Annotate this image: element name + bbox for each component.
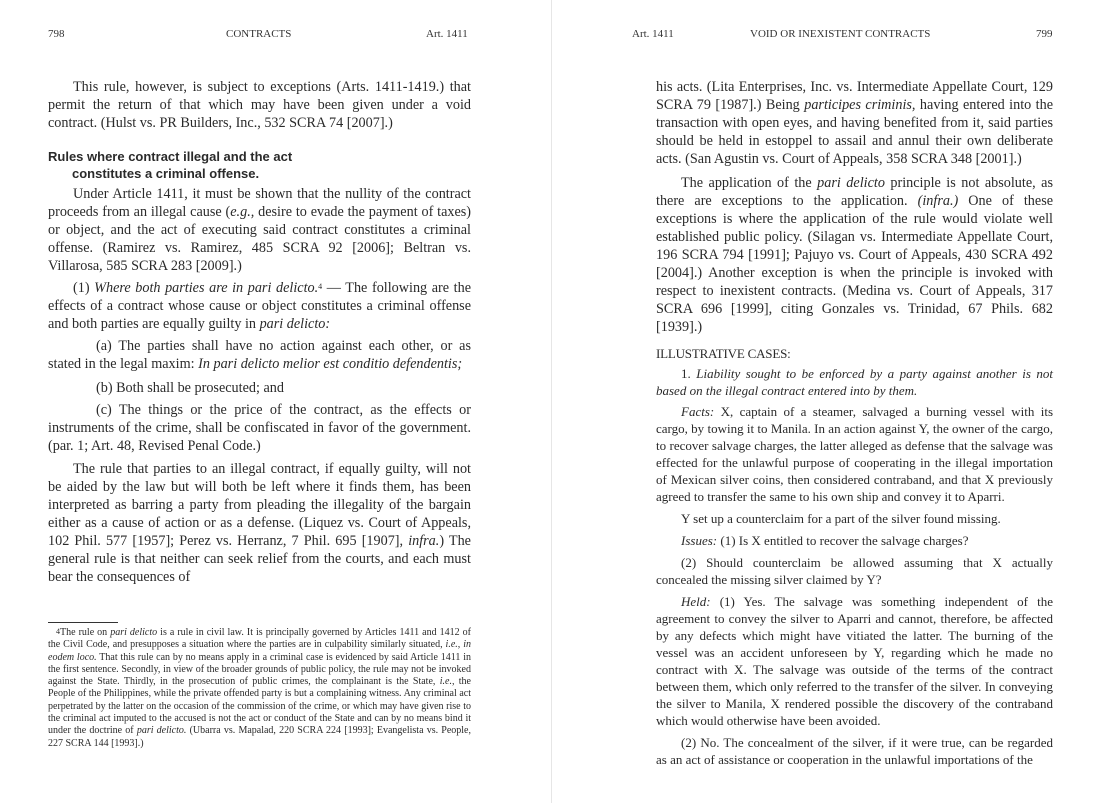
left-paragraph-3: (1) Where both parties are in pari delicto.$^4$ — The following are the effects of a contract whose cause or object constitutes a criminal offense and both parties are equally guilty in pari delicto: (48, 280, 472, 332)
section-heading: Rules where contract illegal and the act constitutes a criminal offense. (48, 149, 293, 181)
left-page-number: 798 (48, 28, 65, 40)
cases-heading: ILLUSTRATIVE CASES: (656, 346, 791, 361)
left-paragraph-2: Under Article 1411, it must be shown that the nullity of the contract proceeds from an illegal cause (e.g., desire to evade the payment of taxes) or object, and the act of executing said contract constitutes a criminal offense. (Ramirez vs. Ramirez, 485 SCRA 92 [2006]; Beltran vs. Villarosa, 585 SCRA 283 [2009].) (48, 186, 471, 274)
left-running-title: CONTRACTS (226, 28, 292, 40)
right-body-block (656, 78, 1053, 336)
footnote-ref[interactable]: 4 (318, 282, 323, 291)
footnote: $^4$The rule on pari delicto is a rule in civil law. It is principally governed by Articles 1411 and 1412 of the Civil Code, and presupposes a situation where the parties are in culpability similarly situated, i.e., in eodem loco. That this rule can by no means apply in a criminal case is evidenced by said Article 1411 in the first sentence. Secondly, in view of the broader grounds of public policy, the rule may not be invoked against the State. Thirdly, in the prosecution of public crimes, the complainant is the State, i.e., the People of the Philippines, while the private offended party is but a complaining witness. Any criminal act perpetrated by the latter on the occasion of the commission of the crime, or which may have given rise to the criminal act imputed to the accused is not the act or conduct of the State and can by no means bind it under the doctrine of pari delicto. (Ubarra vs. Mapalad, 220 SCRA 224 [1993]; Evangelista vs. People, 227 SCRA 144 [1993].) (48, 627, 471, 749)
case-1-title: 1. Liability sought to be enforced by a party against another is not based on the illegal contract entered into by them. (656, 366, 1054, 398)
right-paragraph-1: his acts. (Lita Enterprises, Inc. vs. Intermediate Appellate Court, 129 SCRA 79 [1987].) Being participes criminis, having entered into the transaction with open eyes, and having benefited from it, said parties should be held in estoppel to assail and annul their own deliberate acts. (San Agustin vs. Court of Appeals, 358 SCRA 348 [2001].) (656, 79, 1054, 167)
list-item-a: (a) The parties shall have no action against each other, or as stated in the legal maxim: In pari delicto melior est conditio defendentis; (48, 338, 471, 372)
right-article-ref: Art. 1411 (632, 28, 674, 40)
case-issue-2: (2) Should counterclaim be allowed assuming that X actually concealed the missing silver claimed by Y? (656, 555, 1053, 587)
case-held: Held: (1) Yes. The salvage was something independent of the agreement to convey the silver to Aparri and cannot, therefore, be affected by any defects which might have vitiated the latter. The burning of the vessel was an accident unforeseen by Y, regarding which he made no contract with X. The salvage was outside of the terms of the contract between them, which only referred to the transfer of the silver. In conveying the silver to Manila, X rendered possible the discovery of the contraband which would otherwise have been avoided. (656, 594, 1053, 728)
list-item-c: (c) The things or the price of the contract, as the effects or instruments of the crime, shall be confiscated in favor of the government. (par. 1; Art. 48, Revised Penal Code.) (48, 402, 471, 454)
left-paragraph-4: The rule that parties to an illegal contract, if equally guilty, will not be aided by the law but will both be left where it finds them, has been interpreted as barring a party from pleading the illegality of the bargain either as a cause of action or as a defense. (Liquez vs. Court of Appeals, 102 Phil. 577 [1957]; Perez vs. Herranz, 7 Phil. 695 [1907], infra.) The general rule is that neither can seek relief from the courts, and each must bear the consequences of (48, 461, 471, 585)
left-page (0, 0, 551, 803)
case-counterclaim: Y set up a counterclaim for a part of the silver found missing. (681, 511, 1001, 526)
left-body-block (48, 185, 471, 586)
right-page-number: 799 (1036, 28, 1053, 40)
left-article-ref: Art. 1411 (426, 28, 468, 40)
illustrative-cases (656, 345, 1053, 768)
right-paragraph-2: The application of the pari delicto principle is not absolute, as there are exceptions to the application. (infra.) One of these exceptions is where the application of the rule would violate well established public policy. (Silagan vs. Intermediate Appellate Court, 196 SCRA 794 [1991]; Pajuyo vs. Court of Appeals, 430 SCRA 492 [2004].) Another exception is when the principle is invoked with respect to inexistent contracts. (Medina vs. Court of Appeals, 317 SCRA 696 [1999], citing Gonzales vs. Trinidad, 67 Phils. 682 [1939].) (656, 175, 1054, 335)
footnote-divider (48, 622, 118, 623)
list-item-b: (b) Both shall be prosecuted; and (96, 380, 284, 396)
case-facts: Facts: X, captain of a steamer, salvaged a burning vessel with its cargo, by towing it to Manila. In an action against Y, the owner of the cargo, to recover salvage charges, the latter alleged as defense that the salvage was effected for the unlawful purpose of cooperating in the illegal importation of Mexican silver coins, then considered contraband, and that X previously agreed to transfer the same to his own ship and convey it to Aparri. (656, 404, 1053, 504)
right-page (552, 0, 1106, 803)
left-paragraph-1: This rule, however, is subject to exceptions (Arts. 1411-1419.) that permit the return of that which may have been given under a void contract. (Hulst vs. PR Builders, Inc., 532 SCRA 74 [2007].) (48, 79, 471, 131)
case-issues: Issues: (1) Is X entitled to recover the salvage charges? (681, 533, 969, 548)
right-running-title: VOID OR INEXISTENT CONTRACTS (750, 28, 931, 40)
case-held-2: (2) No. The concealment of the silver, if it were true, can be regarded as an act of assistance or cooperation in the unlawful importations of the (656, 735, 1053, 767)
